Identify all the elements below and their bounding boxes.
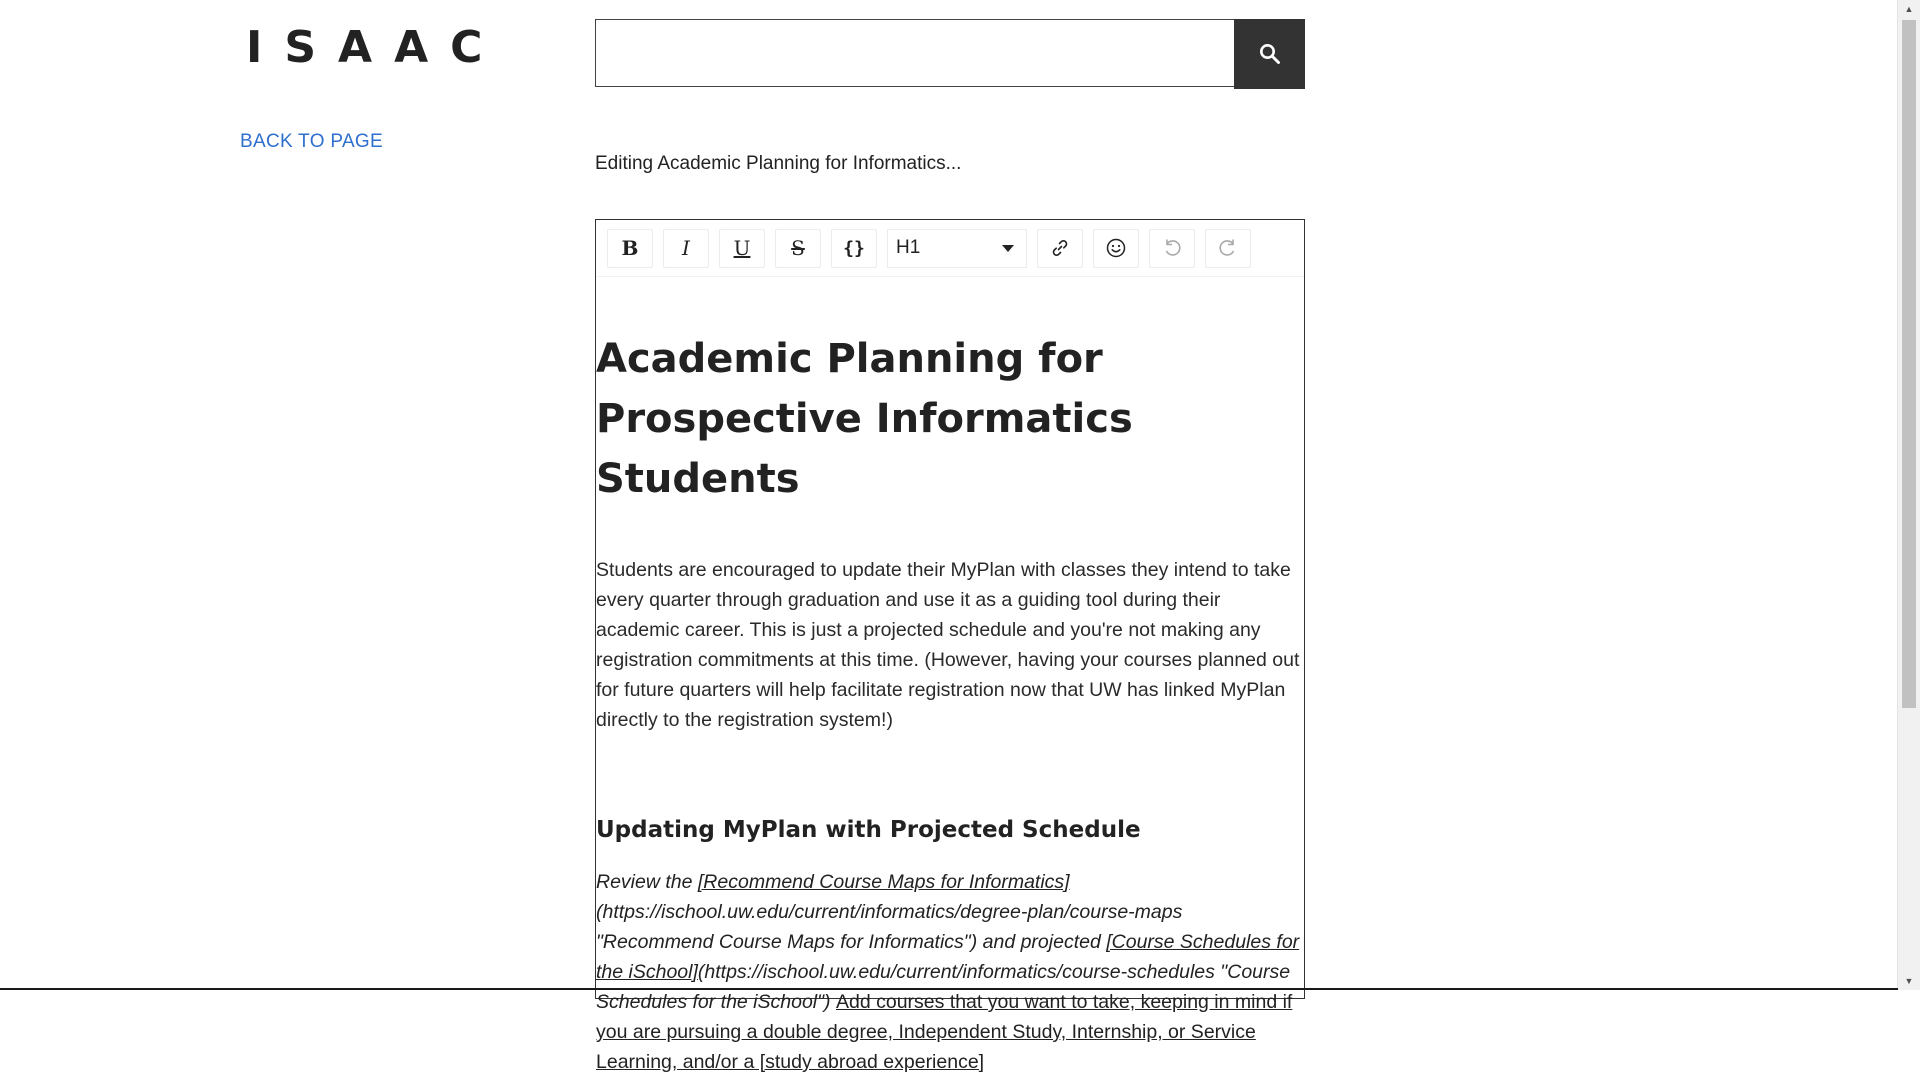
emoji-button[interactable] <box>1093 229 1139 268</box>
bold-button[interactable]: B <box>607 229 653 268</box>
review-text-2: (https://ischool.uw.edu/current/informatics/degree-plan/course-maps "Recommend Course Maps for Informatics") and projected <box>596 901 1183 953</box>
heading-select-value: H1 <box>896 237 921 258</box>
editor-content[interactable] <box>596 329 1304 1077</box>
code-button[interactable]: {} <box>831 229 877 268</box>
chevron-down-icon <box>1002 245 1014 252</box>
course-maps-link[interactable]: [Recommend Course Maps for Informatics] <box>697 871 1070 893</box>
link-icon <box>1050 238 1070 258</box>
heading-select[interactable] <box>887 229 1027 268</box>
add-courses-text: Add courses that you want to take, keeping in mind if you are pursuing a double degree, Independent Study, Internship, or Service Learning, and/or a [study abroad experience] <box>596 991 1293 1073</box>
italic-button[interactable]: I <box>663 229 709 268</box>
redo-icon <box>1217 237 1239 259</box>
intro-paragraph: Students are encouraged to update their MyPlan with classes they intend to take every quarter through graduation and use it as a guiding tool during their academic career. This is just a projected schedule and you're not making any registration commitments at this time. (However, having your courses planned out for future quarters will help facilitate registration now that UW has linked MyPlan directly to the registration system!) <box>596 559 1300 731</box>
editing-status: Editing Academic Planning for Informatics... <box>595 153 962 174</box>
review-text-1: Review the <box>596 871 698 893</box>
scroll-up-icon[interactable]: ▲ <box>1904 4 1914 14</box>
page-scrollbar[interactable] <box>1897 0 1920 990</box>
undo-icon <box>1161 237 1183 259</box>
back-to-page-link[interactable]: BACK TO PAGE <box>240 131 383 152</box>
scroll-down-icon[interactable]: ▼ <box>1904 976 1914 986</box>
smiley-icon <box>1105 237 1127 259</box>
search-icon <box>1258 42 1282 66</box>
undo-button[interactable] <box>1149 229 1195 268</box>
document-title: Academic Planning for Prospective Informatics Students <box>596 336 1133 502</box>
search-input[interactable] <box>596 20 1234 86</box>
rich-text-editor <box>595 219 1305 1073</box>
redo-button[interactable] <box>1205 229 1251 268</box>
scroll-thumb[interactable] <box>1902 20 1916 708</box>
search-button[interactable] <box>1234 19 1305 89</box>
link-button[interactable] <box>1037 229 1083 268</box>
review-paragraph <box>596 867 1304 1077</box>
window-frame-bottom <box>0 988 1898 990</box>
underline-button[interactable]: U <box>719 229 765 268</box>
search-box <box>595 19 1235 87</box>
course-schedules-link[interactable]: [Course Schedules for the iSchool] <box>596 931 1300 983</box>
editor-toolbar <box>596 220 1304 277</box>
review-text-3: (https://ischool.uw.edu/current/informatics/course-schedules "Course Schedules for the iSchool") <box>596 961 1291 1013</box>
section-heading: Updating MyPlan with Projected Schedule <box>596 817 1141 843</box>
logo[interactable]: ISAAC <box>246 22 505 73</box>
strikethrough-button[interactable]: S <box>775 229 821 268</box>
